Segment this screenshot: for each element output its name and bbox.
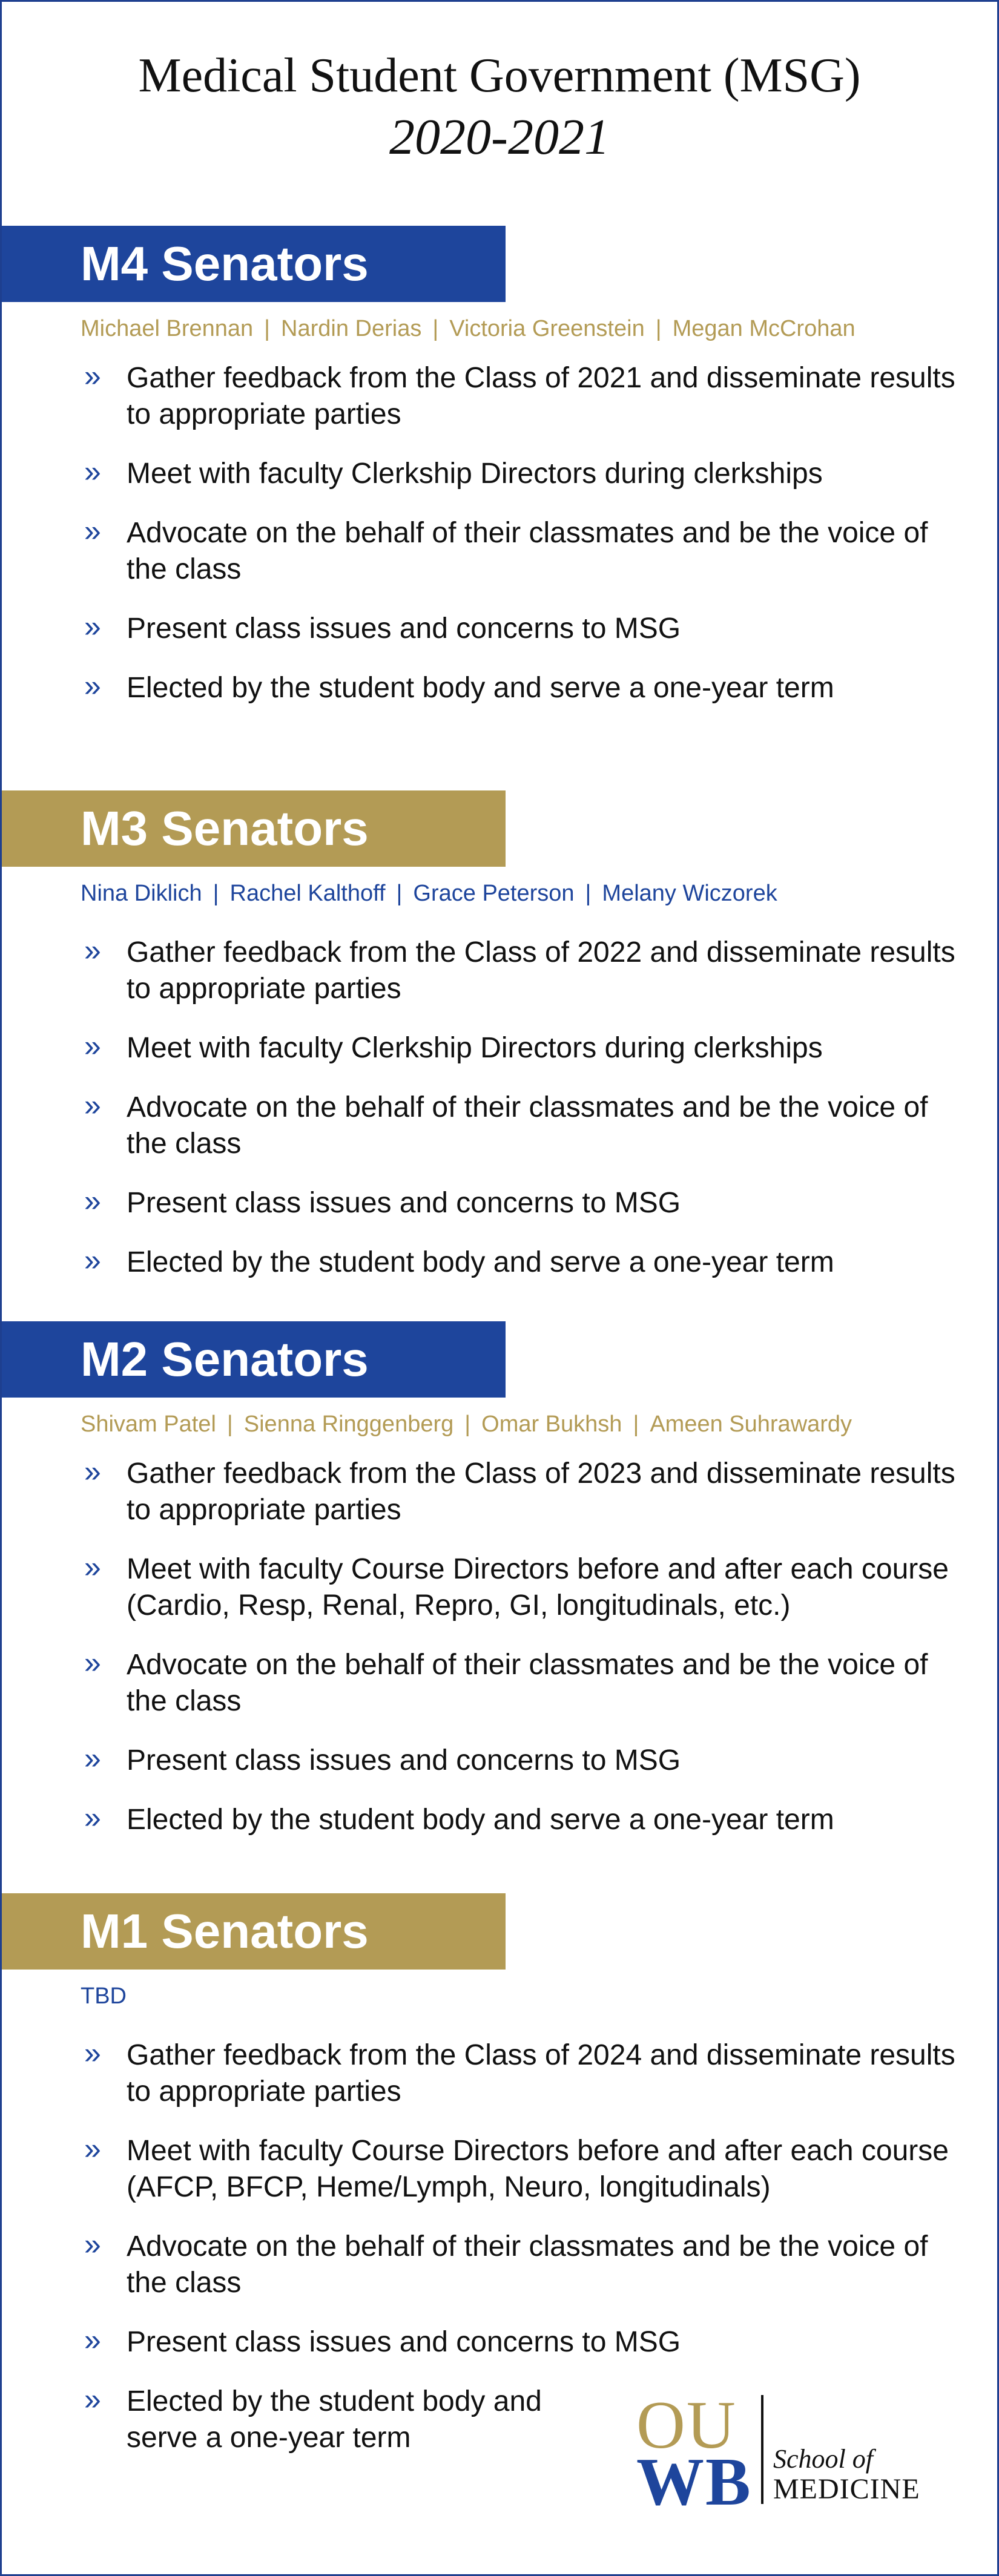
duty-item: [84, 1185, 956, 1221]
double-chevron-right-icon: »: [84, 454, 101, 488]
duty-text: Present class issues and concerns to MSG: [127, 1186, 681, 1219]
logo-medicine: MEDICINE: [773, 2473, 920, 2505]
senator-name: Nina Diklich: [81, 881, 202, 906]
page-title: Medical Student Government (MSG): [138, 49, 861, 102]
double-chevron-right-icon: »: [84, 1243, 101, 1277]
double-chevron-right-icon: »: [84, 1645, 101, 1680]
double-chevron-right-icon: »: [84, 668, 101, 703]
logo-wb: WB: [636, 2445, 752, 2520]
senator-names: [81, 315, 997, 343]
double-chevron-right-icon: »: [84, 358, 101, 393]
duty-item: [84, 2133, 956, 2206]
section-m4: [2, 226, 997, 729]
duty-text: Elected by the student body and serve a one-year term: [127, 1803, 834, 1836]
duty-text: Advocate on the behalf of their classmates and be the voice of the class: [127, 1648, 928, 1717]
section-m3: [2, 790, 997, 1304]
double-chevron-right-icon: »: [84, 1454, 101, 1488]
section-banner: [2, 1321, 506, 1398]
name-divider: |: [226, 1411, 233, 1437]
double-chevron-right-icon: »: [84, 1741, 101, 1775]
name-divider: |: [432, 316, 439, 341]
logo-school-of: School of: [773, 2444, 873, 2474]
duty-item: [84, 935, 956, 1007]
duty-text: Meet with faculty Course Directors before and after each course (Cardio, Resp, Renal, Repro, GI, longitudinals, etc.): [127, 1552, 949, 1622]
duty-item: [84, 1647, 956, 1720]
section-heading: M2 Senators: [81, 1332, 369, 1386]
senator-name: Michael Brennan: [81, 316, 254, 341]
senator-name: Omar Bukhsh: [481, 1411, 622, 1437]
double-chevron-right-icon: »: [84, 1549, 101, 1584]
duty-text: Advocate on the behalf of their classmates and be the voice of the class: [127, 2230, 928, 2299]
senator-names: [81, 1411, 997, 1439]
duty-item: [84, 2229, 956, 2301]
name-divider: |: [396, 881, 403, 906]
duty-item: [84, 611, 956, 647]
senator-name: Sienna Ringgenberg: [243, 1411, 454, 1437]
section-banner: [2, 790, 506, 867]
name-divider: |: [633, 1411, 639, 1437]
duty-item: [84, 2324, 956, 2361]
senator-name: TBD: [81, 1983, 127, 2009]
senator-name: Shivam Patel: [81, 1411, 216, 1437]
duty-text: Present class issues and concerns to MSG: [127, 1744, 681, 1776]
section-banner: [2, 226, 506, 302]
duty-text: Advocate on the behalf of their classmates and be the voice of the class: [127, 516, 928, 585]
duty-item: [84, 1456, 956, 1528]
duty-text: Gather feedback from the Class of 2021 and disseminate results to appropriate parties: [127, 361, 955, 430]
duty-text: Meet with faculty Course Directors before and after each course (AFCP, BFCP, Heme/Lymph, Neuro, longitudinals): [127, 2134, 949, 2203]
duty-list: [84, 1456, 956, 1838]
duty-item: [84, 515, 956, 588]
double-chevron-right-icon: »: [84, 2227, 101, 2261]
name-divider: |: [213, 881, 219, 906]
duty-item: [84, 2384, 617, 2456]
senator-name: Melany Wiczorek: [602, 881, 777, 906]
senator-name: Rachel Kalthoff: [229, 881, 386, 906]
duty-text: Gather feedback from the Class of 2023 and disseminate results to appropriate parties: [127, 1457, 955, 1526]
section-heading: M4 Senators: [81, 237, 369, 291]
duty-item: [84, 1030, 956, 1066]
duty-text: Gather feedback from the Class of 2022 and disseminate results to appropriate parties: [127, 936, 955, 1005]
duty-item: [84, 2037, 956, 2110]
duty-list: [84, 360, 956, 706]
double-chevron-right-icon: »: [84, 2131, 101, 2166]
double-chevron-right-icon: »: [84, 1800, 101, 1835]
double-chevron-right-icon: »: [84, 609, 101, 643]
senator-name: Nardin Derias: [281, 316, 422, 341]
section-heading: M1 Senators: [81, 1904, 369, 1958]
section-m2: [2, 1321, 997, 1861]
name-divider: |: [655, 316, 662, 341]
logo-divider: [761, 2395, 763, 2504]
title-block: [2, 49, 997, 165]
senator-names: [81, 880, 997, 908]
duty-text: Advocate on the behalf of their classmates and be the voice of the class: [127, 1091, 928, 1160]
name-divider: |: [585, 881, 592, 906]
section-banner: [2, 1893, 506, 1970]
double-chevron-right-icon: »: [84, 2382, 101, 2416]
double-chevron-right-icon: »: [84, 1183, 101, 1218]
duty-item: [84, 360, 956, 433]
senator-name: Ameen Suhrawardy: [650, 1411, 852, 1437]
double-chevron-right-icon: »: [84, 2322, 101, 2357]
duty-text: Elected by the student body and serve a one-year term: [127, 671, 834, 704]
duty-item: [84, 670, 956, 706]
senator-name: Victoria Greenstein: [449, 316, 645, 341]
duty-text: Meet with faculty Clerkship Directors during clerkships: [127, 1031, 823, 1064]
duty-text: Meet with faculty Clerkship Directors during clerkships: [127, 457, 823, 490]
double-chevron-right-icon: »: [84, 2036, 101, 2070]
page-subtitle: 2020-2021: [389, 109, 610, 165]
name-divider: |: [264, 316, 271, 341]
logo-ou: OU: [636, 2388, 737, 2463]
double-chevron-right-icon: »: [84, 933, 101, 967]
duty-text: Present class issues and concerns to MSG: [127, 2325, 681, 2358]
double-chevron-right-icon: »: [84, 1028, 101, 1063]
double-chevron-right-icon: »: [84, 513, 101, 548]
section-heading: M3 Senators: [81, 801, 369, 855]
senator-name: Grace Peterson: [413, 881, 575, 906]
senator-names: [81, 1983, 997, 2011]
duty-list: [84, 935, 956, 1281]
senator-name: Megan McCrohan: [672, 316, 856, 341]
duty-item: [84, 1802, 956, 1838]
double-chevron-right-icon: »: [84, 1088, 101, 1122]
duty-item: [84, 1089, 956, 1162]
duty-item: [84, 456, 956, 492]
duty-item: [84, 1743, 956, 1779]
duty-text: Elected by the student body and serve a one-year term: [127, 2385, 542, 2454]
duty-item: [84, 1244, 956, 1281]
name-divider: |: [464, 1411, 471, 1437]
duty-text: Present class issues and concerns to MSG: [127, 612, 681, 645]
duty-item: [84, 1551, 956, 1624]
duty-text: Elected by the student body and serve a one-year term: [127, 1246, 834, 1278]
duty-text: Gather feedback from the Class of 2024 and disseminate results to appropriate parties: [127, 2039, 955, 2108]
school-logo: [636, 2388, 951, 2520]
